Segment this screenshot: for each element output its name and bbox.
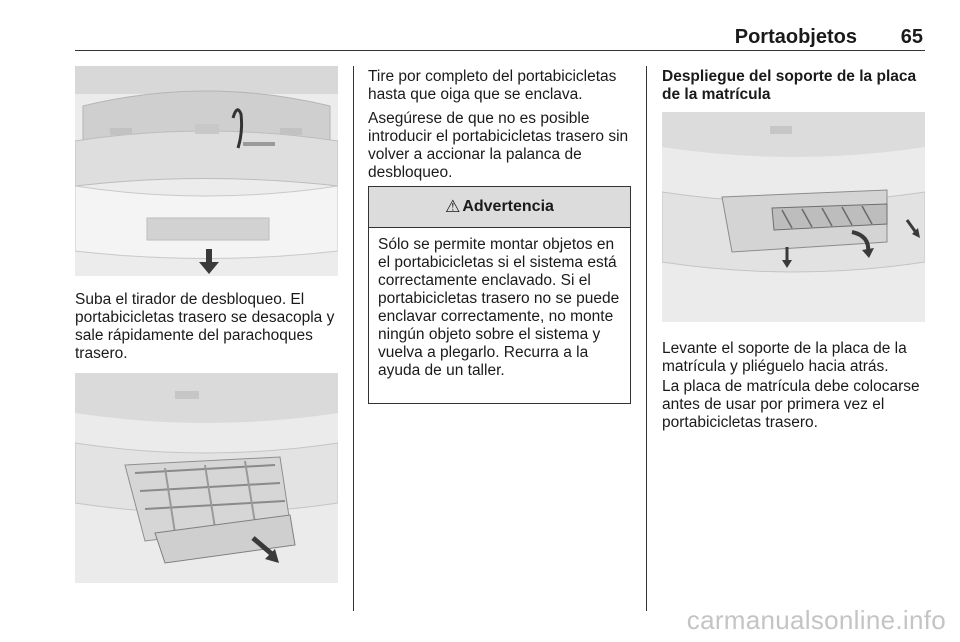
warning-title: Advertencia <box>462 198 554 215</box>
bike-carrier-pulled-out-illustration <box>75 373 338 583</box>
page-header <box>75 24 925 51</box>
plate-before-use-paragraph: La placa de matrícula debe colocarse antes de usar por primera vez el portabicicletas trasero. <box>662 378 920 431</box>
page-title: Portaobjetos <box>734 26 857 48</box>
bike-carrier-release-illustration <box>75 66 338 276</box>
release-instruction-paragraph: Suba el tirador de desbloqueo. El portabicicletas trasero se desacopla y sale rápidamente del parachoques trasero. <box>75 291 335 362</box>
page-number: 65 <box>900 26 923 48</box>
warning-box <box>368 186 631 404</box>
warning-header <box>369 187 630 228</box>
column-divider-right <box>646 66 647 611</box>
lift-holder-paragraph: Levante el soporte de la placa de la matrícula y pliéguelo hacia atrás. <box>662 340 907 375</box>
pull-carrier-paragraph: Tire por completo del portabicicletas hasta que oiga que se enclava. <box>368 68 617 103</box>
warning-triangle-icon: ⚠ <box>445 197 461 216</box>
license-plate-holder-unfold-illustration <box>662 112 925 322</box>
column-divider-left <box>353 66 354 611</box>
warning-text: Sólo se permite montar objetos en el portabicicletas si el sistema está correctamente enclavado. Si el portabicicletas trasero no se puede enclavar correctamente, no monte ningún objeto sobre el sistema y vuelva a plegarlo. Recurra a la ayuda de un taller. <box>378 236 620 379</box>
watermark-text: carmanualsonline.info <box>686 605 946 635</box>
section-heading: Despliegue del soporte de la placa de la matrícula <box>662 68 917 103</box>
ensure-locked-paragraph: Asegúrese de que no es posible introducir el portabicicletas trasero sin volver a accionar la palanca de desbloqueo. <box>368 110 629 181</box>
